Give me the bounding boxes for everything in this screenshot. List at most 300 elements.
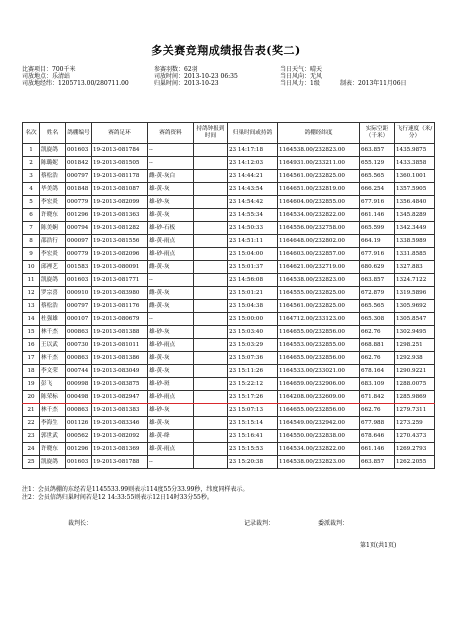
clock-cell bbox=[194, 456, 228, 469]
distance-cell: 662.76 bbox=[360, 352, 395, 365]
release-place: 司放地点：乐清站 bbox=[22, 73, 71, 80]
name-cell: 蔡松浩 bbox=[40, 170, 66, 183]
made-date: 制表：2013年11月06日 bbox=[340, 80, 407, 87]
coords-cell: 1164534.00/232822.00 bbox=[278, 209, 360, 222]
arrival-cell: 23 15:16:41 bbox=[228, 430, 278, 443]
table-row bbox=[23, 170, 435, 183]
distance-cell: 663.857 bbox=[360, 274, 395, 287]
info-cell: -- bbox=[148, 157, 194, 170]
results-table bbox=[22, 122, 435, 469]
table-row bbox=[23, 248, 435, 261]
arrival-cell: 23 14:55:34 bbox=[228, 209, 278, 222]
rank-cell: 20 bbox=[23, 391, 40, 404]
rank-cell: 24 bbox=[23, 443, 40, 456]
rank-cell: 18 bbox=[23, 365, 40, 378]
distance-cell: 665.599 bbox=[360, 222, 395, 235]
clock-cell bbox=[194, 300, 228, 313]
distance-cell: 655.129 bbox=[360, 157, 395, 170]
loft-cell: 000107 bbox=[66, 313, 92, 326]
arrival-cell: 23 14:50:33 bbox=[228, 222, 278, 235]
arrival-cell: 23 15:22:12 bbox=[228, 378, 278, 391]
clock-cell bbox=[194, 222, 228, 235]
col-coords-header: 鸽棚经纬度 bbox=[278, 123, 360, 144]
ring-cell: 19-2013-081505 bbox=[92, 157, 148, 170]
clock-cell bbox=[194, 170, 228, 183]
table-row bbox=[23, 313, 435, 326]
loft-cell: 001583 bbox=[66, 261, 92, 274]
arrival-cell: 23 15:01:21 bbox=[228, 287, 278, 300]
loft-cell: 000863 bbox=[66, 352, 92, 365]
arrival-cell: 23 15:04:38 bbox=[228, 300, 278, 313]
arrival-cell: 23 15:04:00 bbox=[228, 248, 278, 261]
clock-cell bbox=[194, 157, 228, 170]
rank-cell: 3 bbox=[23, 170, 40, 183]
info-cell: 雄-黄-雨点 bbox=[148, 235, 194, 248]
table-row bbox=[23, 417, 435, 430]
entries-count: 参赛羽数：62羽 bbox=[154, 66, 198, 73]
rank-cell: 13 bbox=[23, 300, 40, 313]
coords-cell: 1164534.00/232822.00 bbox=[278, 443, 360, 456]
speed-cell: 1319.5896 bbox=[395, 287, 435, 300]
rank-cell: 12 bbox=[23, 287, 40, 300]
ring-cell: 19-2013-080091 bbox=[92, 261, 148, 274]
release-coords: 司放地经纬：1205713.00/280711.00 bbox=[22, 80, 129, 87]
clock-cell bbox=[194, 274, 228, 287]
distance-cell: 663.857 bbox=[360, 144, 395, 157]
name-cell: 李宏炎 bbox=[40, 248, 66, 261]
name-cell: 许晓东 bbox=[40, 209, 66, 222]
ring-cell: 19-2013-083049 bbox=[92, 365, 148, 378]
rank-cell: 4 bbox=[23, 183, 40, 196]
rank-cell: 1 bbox=[23, 144, 40, 157]
info-cell: 雄-砂-灰 bbox=[148, 404, 194, 417]
arrival-cell: 23 14:54:42 bbox=[228, 196, 278, 209]
clock-cell bbox=[194, 352, 228, 365]
clock-cell bbox=[194, 326, 228, 339]
table-row bbox=[23, 235, 435, 248]
ring-cell: 19-2013-081178 bbox=[92, 170, 148, 183]
ring-cell: 19-2013-083346 bbox=[92, 417, 148, 430]
distance-cell: 678.646 bbox=[360, 430, 395, 443]
table-row bbox=[23, 183, 435, 196]
speed-cell: 1292.938 bbox=[395, 352, 435, 365]
page-number: 第1页(共1页) bbox=[360, 542, 397, 549]
distance-cell: 666.254 bbox=[360, 183, 395, 196]
ring-cell: 19-2013-081011 bbox=[92, 339, 148, 352]
info-cell: 雄-黄-灰 bbox=[148, 352, 194, 365]
coords-cell: 1164655.00/232856.00 bbox=[278, 326, 360, 339]
weather: 当日天气：晴天 bbox=[280, 66, 323, 73]
coords-cell: 1164538.00/232823.00 bbox=[278, 144, 360, 157]
coords-cell: 1164553.00/232855.00 bbox=[278, 339, 360, 352]
coords-cell: 1164655.00/232856.00 bbox=[278, 352, 360, 365]
info-cell: 雄-砂-石板 bbox=[148, 222, 194, 235]
ring-cell: 19-2013-081388 bbox=[92, 326, 148, 339]
arrival-cell: 23 15:01:37 bbox=[228, 261, 278, 274]
coords-cell: 1164550.00/232838.00 bbox=[278, 430, 360, 443]
distance-cell: 677.916 bbox=[360, 248, 395, 261]
rank-cell: 5 bbox=[23, 196, 40, 209]
table-row bbox=[23, 261, 435, 274]
rank-cell: 10 bbox=[23, 261, 40, 274]
coords-cell: 1164549.00/232942.00 bbox=[278, 417, 360, 430]
ring-cell: 19-2013-081176 bbox=[92, 300, 148, 313]
committee-label: 委派裁判： bbox=[318, 520, 349, 527]
name-cell: 林千杰 bbox=[40, 326, 66, 339]
distance-cell: 680.629 bbox=[360, 261, 395, 274]
table-row bbox=[23, 209, 435, 222]
distance-cell: 664.19 bbox=[360, 235, 395, 248]
distance-cell: 665.308 bbox=[360, 313, 395, 326]
clock-cell bbox=[194, 209, 228, 222]
name-cell: 陈璐妮 bbox=[40, 157, 66, 170]
info-cell: 雄-黄-灰 bbox=[148, 365, 194, 378]
name-cell: 李海生 bbox=[40, 417, 66, 430]
rank-cell: 15 bbox=[23, 326, 40, 339]
coords-cell: 1164556.00/232758.00 bbox=[278, 222, 360, 235]
info-cell: 雄-黄-雨点 bbox=[148, 443, 194, 456]
speed-cell: 1435.9875 bbox=[395, 144, 435, 157]
arrival-cell: 23 15:03:29 bbox=[228, 339, 278, 352]
rank-cell: 2 bbox=[23, 157, 40, 170]
col-rank-header: 名次 bbox=[23, 123, 40, 144]
ring-cell: 19-2013-083980 bbox=[92, 287, 148, 300]
table-row bbox=[23, 222, 435, 235]
info-cell: 雄-砂-雨点 bbox=[148, 339, 194, 352]
table-row bbox=[23, 326, 435, 339]
speed-cell: 1262.2055 bbox=[395, 456, 435, 469]
distance-cell: 662.76 bbox=[360, 326, 395, 339]
distance-cell: 678.164 bbox=[360, 365, 395, 378]
loft-cell: 001126 bbox=[66, 417, 92, 430]
col-ring-header: 赛鸽足环 bbox=[92, 123, 148, 144]
clock-cell bbox=[194, 404, 228, 417]
table-row bbox=[23, 274, 435, 287]
arrival-cell: 23 15:07:13 bbox=[228, 404, 278, 417]
distance-cell: 677.916 bbox=[360, 196, 395, 209]
ring-cell: 19-2013-081386 bbox=[92, 352, 148, 365]
name-cell: 毕美鸽 bbox=[40, 183, 66, 196]
rank-cell: 9 bbox=[23, 248, 40, 261]
clock-cell bbox=[194, 313, 228, 326]
speed-cell: 1273.259 bbox=[395, 417, 435, 430]
ring-cell: 19-2013-080679 bbox=[92, 313, 148, 326]
coords-cell: 1164621.00/232719.00 bbox=[278, 261, 360, 274]
coords-cell: 1164208.00/232609.00 bbox=[278, 391, 360, 404]
loft-cell: 000779 bbox=[66, 196, 92, 209]
arrival-cell: 23 15:11:26 bbox=[228, 365, 278, 378]
speed-cell: 1279.7311 bbox=[395, 404, 435, 417]
loft-cell: 001603 bbox=[66, 456, 92, 469]
ring-cell: 19-2013-081383 bbox=[92, 404, 148, 417]
rank-cell: 7 bbox=[23, 222, 40, 235]
speed-cell: 1305.9692 bbox=[395, 300, 435, 313]
speed-cell: 1324.7122 bbox=[395, 274, 435, 287]
clock-cell bbox=[194, 417, 228, 430]
name-cell: 蔡松浩 bbox=[40, 300, 66, 313]
info-cell: 雄-砂-雨点 bbox=[148, 391, 194, 404]
rank-cell: 25 bbox=[23, 456, 40, 469]
ring-cell: 19-2013-081087 bbox=[92, 183, 148, 196]
clock-cell bbox=[194, 287, 228, 300]
table-row bbox=[23, 196, 435, 209]
name-cell: 陈荣标 bbox=[40, 391, 66, 404]
table-row bbox=[23, 157, 435, 170]
clock-cell bbox=[194, 391, 228, 404]
loft-cell: 001848 bbox=[66, 183, 92, 196]
coords-cell: 1164931.00/233211.00 bbox=[278, 157, 360, 170]
coords-cell: 1164603.00/232857.00 bbox=[278, 248, 360, 261]
col-speed-header: 飞行速度（米/分） bbox=[395, 123, 435, 144]
distance-cell: 662.76 bbox=[360, 404, 395, 417]
table-row bbox=[23, 404, 435, 417]
clock-cell bbox=[194, 339, 228, 352]
loft-cell: 001296 bbox=[66, 443, 92, 456]
table-row bbox=[23, 443, 435, 456]
table-row bbox=[23, 339, 435, 352]
speed-cell: 1357.5905 bbox=[395, 183, 435, 196]
table-row bbox=[23, 378, 435, 391]
arrival-cell: 23 15:15:14 bbox=[228, 417, 278, 430]
name-cell: 凯旋鸽 bbox=[40, 274, 66, 287]
info-cell: 雄-黄-灰 bbox=[148, 417, 194, 430]
col-arrival-header: 归巢时间或持鸽 bbox=[228, 123, 278, 144]
rank-cell: 17 bbox=[23, 352, 40, 365]
speed-cell: 1298.251 bbox=[395, 339, 435, 352]
ring-cell: 19-2013-081784 bbox=[92, 144, 148, 157]
table-row bbox=[23, 300, 435, 313]
rank-cell: 11 bbox=[23, 274, 40, 287]
arrival-cell: 23 15:15:53 bbox=[228, 443, 278, 456]
coords-cell: 1164533.00/233021.00 bbox=[278, 365, 360, 378]
clock-cell bbox=[194, 144, 228, 157]
ring-cell: 19-2013-083875 bbox=[92, 378, 148, 391]
clock-cell bbox=[194, 248, 228, 261]
info-cell: -- bbox=[148, 313, 194, 326]
coords-cell: 1164538.00/232823.00 bbox=[278, 456, 360, 469]
ring-cell: 19-2013-081556 bbox=[92, 235, 148, 248]
name-cell: 李文荣 bbox=[40, 365, 66, 378]
name-cell: 许晓东 bbox=[40, 443, 66, 456]
ring-cell: 19-2013-081788 bbox=[92, 456, 148, 469]
coords-cell: 1164604.00/232855.00 bbox=[278, 196, 360, 209]
speed-cell: 1302.9495 bbox=[395, 326, 435, 339]
arrival-cell: 23 14:51:11 bbox=[228, 235, 278, 248]
distance-cell: 663.857 bbox=[360, 456, 395, 469]
ring-cell: 19-2013-082947 bbox=[92, 391, 148, 404]
col-loft-header: 鸽棚编号 bbox=[66, 123, 92, 144]
info-cell: 雄-砂-雨点 bbox=[148, 248, 194, 261]
recorder-label: 记录裁判： bbox=[244, 520, 275, 527]
coords-cell: 1164659.00/232906.00 bbox=[278, 378, 360, 391]
release-time: 司放时间：2013-10-23 06:35 bbox=[154, 73, 238, 80]
info-cell: 雄-砂-斑 bbox=[148, 378, 194, 391]
speed-cell: 1305.8547 bbox=[395, 313, 435, 326]
info-cell: 雌-黄-灰 bbox=[148, 300, 194, 313]
info-cell: 雌-黄-灰白 bbox=[148, 170, 194, 183]
return-time: 归巢时间：2013-10-23 bbox=[154, 80, 219, 87]
loft-cell: 000744 bbox=[66, 365, 92, 378]
speed-cell: 1290.9221 bbox=[395, 365, 435, 378]
coords-cell: 1164651.00/232819.00 bbox=[278, 183, 360, 196]
name-cell: 李宏炎 bbox=[40, 196, 66, 209]
loft-cell: 000797 bbox=[66, 300, 92, 313]
loft-cell: 000998 bbox=[66, 378, 92, 391]
distance-cell: 661.146 bbox=[360, 209, 395, 222]
table-row bbox=[23, 365, 435, 378]
rank-cell: 14 bbox=[23, 313, 40, 326]
speed-cell: 1288.0075 bbox=[395, 378, 435, 391]
name-cell: 罗宗喜 bbox=[40, 287, 66, 300]
wind-direction: 当日风向：无风 bbox=[280, 73, 323, 80]
arrival-cell: 23 14:12:03 bbox=[228, 157, 278, 170]
distance-cell: 665.565 bbox=[360, 300, 395, 313]
speed-cell: 1331.8585 bbox=[395, 248, 435, 261]
arrival-cell: 23 14:56:08 bbox=[228, 274, 278, 287]
col-name-header: 姓名 bbox=[40, 123, 66, 144]
ring-cell: 19-2013-081369 bbox=[92, 443, 148, 456]
loft-cell: 000797 bbox=[66, 170, 92, 183]
coords-cell: 1164538.00/232823.00 bbox=[278, 274, 360, 287]
speed-cell: 1433.3858 bbox=[395, 157, 435, 170]
speed-cell: 1269.2793 bbox=[395, 443, 435, 456]
table-row bbox=[23, 352, 435, 365]
info-cell: 雄-砂-灰 bbox=[148, 196, 194, 209]
rank-cell: 6 bbox=[23, 209, 40, 222]
loft-cell: 000779 bbox=[66, 248, 92, 261]
table-row bbox=[23, 456, 435, 469]
table-row bbox=[23, 287, 435, 300]
name-cell: 凯旋鸽 bbox=[40, 144, 66, 157]
coords-cell: 1164561.00/232825.00 bbox=[278, 170, 360, 183]
clock-cell bbox=[194, 443, 228, 456]
name-cell: 林千杰 bbox=[40, 352, 66, 365]
loft-cell: 000794 bbox=[66, 222, 92, 235]
wind-force: 当日风力：1级 bbox=[280, 80, 320, 87]
loft-cell: 000910 bbox=[66, 287, 92, 300]
report-title: 多关赛竞翔成绩报告表(奖二) bbox=[151, 44, 301, 57]
ring-cell: 19-2013-082099 bbox=[92, 196, 148, 209]
name-cell: 邵浩行 bbox=[40, 235, 66, 248]
clock-cell bbox=[194, 378, 228, 391]
speed-cell: 1360.1001 bbox=[395, 170, 435, 183]
info-cell: -- bbox=[148, 456, 194, 469]
distance-cell: 683.109 bbox=[360, 378, 395, 391]
info-cell: -- bbox=[148, 144, 194, 157]
info-cell: 雌-黄-灰 bbox=[148, 287, 194, 300]
distance-cell: 661.146 bbox=[360, 443, 395, 456]
arrival-cell: 23 14:43:54 bbox=[228, 183, 278, 196]
arrival-cell: 23 15:00:00 bbox=[228, 313, 278, 326]
notes bbox=[22, 486, 248, 502]
distance-cell: 677.988 bbox=[360, 417, 395, 430]
note-1: 注1：会员鸽棚的东经若是1145533.99则表示114度55分33.99秒，纬度同样表示。 bbox=[22, 486, 249, 493]
note-2: 注2：会员信鸽归巢时间若是12 14:33:55则表示12日14时33分55秒。 bbox=[22, 494, 213, 501]
speed-cell: 1356.4840 bbox=[395, 196, 435, 209]
distance-cell: 672.879 bbox=[360, 287, 395, 300]
speed-cell: 1270.4373 bbox=[395, 430, 435, 443]
loft-cell: 000730 bbox=[66, 339, 92, 352]
name-cell: 杜强雄 bbox=[40, 313, 66, 326]
rank-cell: 19 bbox=[23, 378, 40, 391]
name-cell: 陈美娴 bbox=[40, 222, 66, 235]
coords-cell: 1164712.00/233123.00 bbox=[278, 313, 360, 326]
table-body bbox=[23, 144, 435, 469]
loft-cell: 000498 bbox=[66, 391, 92, 404]
info-cell: 雄-黄-灰 bbox=[148, 183, 194, 196]
loft-cell: 001296 bbox=[66, 209, 92, 222]
info-cell: 雄-黄-灰 bbox=[148, 209, 194, 222]
distance-cell: 665.565 bbox=[360, 170, 395, 183]
rank-cell: 21 bbox=[23, 404, 40, 417]
rank-cell: 23 bbox=[23, 430, 40, 443]
arrival-cell: 23 15:07:36 bbox=[228, 352, 278, 365]
name-cell: 凯旋鸽 bbox=[40, 456, 66, 469]
name-cell: 邱裡艺 bbox=[40, 261, 66, 274]
ring-cell: 19-2013-081363 bbox=[92, 209, 148, 222]
ring-cell: 19-2013-082096 bbox=[92, 248, 148, 261]
coords-cell: 1164655.00/232856.00 bbox=[278, 404, 360, 417]
loft-cell: 000863 bbox=[66, 326, 92, 339]
ring-cell: 19-2013-082092 bbox=[92, 430, 148, 443]
clock-cell bbox=[194, 235, 228, 248]
speed-cell: 1345.8289 bbox=[395, 209, 435, 222]
info-cell: 雄-砂-灰 bbox=[148, 326, 194, 339]
ring-cell: 19-2013-081771 bbox=[92, 274, 148, 287]
col-info-header: 赛鸽资料 bbox=[148, 123, 194, 144]
ring-cell: 19-2013-081282 bbox=[92, 222, 148, 235]
name-cell: 郭世武 bbox=[40, 430, 66, 443]
coords-cell: 1164555.00/232825.00 bbox=[278, 287, 360, 300]
rank-cell: 22 bbox=[23, 417, 40, 430]
name-cell: 林千杰 bbox=[40, 404, 66, 417]
arrival-cell: 23 15:17:26 bbox=[228, 391, 278, 404]
col-clock-header: 持鸽钟报到时间 bbox=[194, 123, 228, 144]
clock-cell bbox=[194, 183, 228, 196]
name-cell: 王以武 bbox=[40, 339, 66, 352]
loft-cell: 000562 bbox=[66, 430, 92, 443]
rank-cell: 8 bbox=[23, 235, 40, 248]
speed-cell: 1327.883 bbox=[395, 261, 435, 274]
race-meta bbox=[22, 66, 442, 90]
name-cell: 彭飞 bbox=[40, 378, 66, 391]
info-cell: 雄-黄-绛 bbox=[148, 430, 194, 443]
loft-cell: 001603 bbox=[66, 274, 92, 287]
table-row bbox=[23, 144, 435, 157]
rank-cell: 16 bbox=[23, 339, 40, 352]
loft-cell: 000863 bbox=[66, 404, 92, 417]
arrival-cell: 23 14:44:21 bbox=[228, 170, 278, 183]
col-distance-header: 实际空距（千米） bbox=[360, 123, 395, 144]
speed-cell: 1285.9869 bbox=[395, 391, 435, 404]
coords-cell: 1164648.00/232802.00 bbox=[278, 235, 360, 248]
loft-cell: 001603 bbox=[66, 144, 92, 157]
distance-cell: 671.842 bbox=[360, 391, 395, 404]
speed-cell: 1338.5989 bbox=[395, 235, 435, 248]
clock-cell bbox=[194, 430, 228, 443]
clock-cell bbox=[194, 365, 228, 378]
race-name: 比赛项目：700千米 bbox=[22, 66, 76, 73]
distance-cell: 668.881 bbox=[360, 339, 395, 352]
table-row bbox=[23, 391, 435, 404]
table-header-row bbox=[23, 123, 435, 144]
loft-cell: 001842 bbox=[66, 157, 92, 170]
speed-cell: 1342.3449 bbox=[395, 222, 435, 235]
loft-cell: 000097 bbox=[66, 235, 92, 248]
judge-label: 裁判长： bbox=[68, 520, 93, 527]
arrival-cell: 23 14:17:18 bbox=[228, 144, 278, 157]
arrival-cell: 23 15:03:40 bbox=[228, 326, 278, 339]
